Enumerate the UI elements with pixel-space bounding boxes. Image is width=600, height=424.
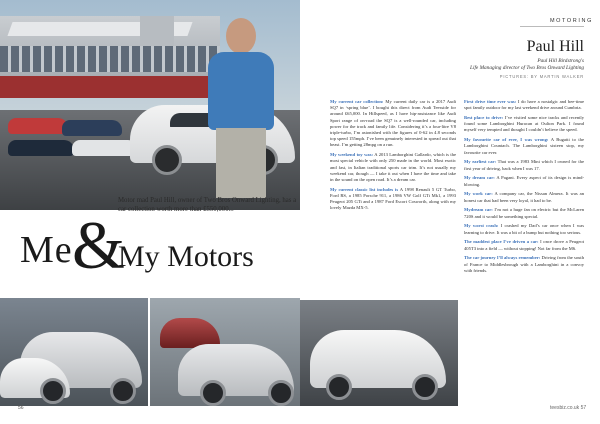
headline-me: Me — [20, 229, 73, 271]
question: The car journey I’ll always remember: — [464, 255, 541, 261]
question: Best place to drive: — [464, 115, 504, 120]
answer: Driving from the south of France to Middlesbrough with a Lamborghini in a convoy with friends. — [464, 255, 584, 273]
answer: I once drove a Peugeot 405T3 into a field — without stopping! Not far from the M6. — [464, 239, 584, 251]
profile-name: Paul Hill — [526, 38, 584, 55]
person-image — [196, 8, 286, 198]
paragraph — [330, 99, 456, 149]
stadium-image — [0, 16, 220, 96]
paragraph — [464, 99, 584, 111]
article-column-a — [330, 99, 456, 215]
page-number-right: teesbiz.co.uk 57 — [550, 405, 587, 411]
role-line-2: Life Managing director of Two Bros Onward Lighting — [470, 65, 584, 72]
paragraph — [464, 115, 584, 134]
answer: I’ve visited some nice tracks and recently found some Lamborghini Huracan at Oulton Park. I found myself very tempted and thought I couldn’t believe the speed. — [464, 115, 584, 133]
answer: A Pagani. Every aspect of its design is mind-blowing. — [464, 175, 584, 187]
question: My earliest car: — [464, 159, 497, 165]
question: My worst crash: — [464, 223, 499, 229]
answer: My current daily car is a 2017 Audi SQ7 in ‘spring blue’. I bought this direct from Audi Teesside for around £65,000. In Hillspeed, as I have hip-assistance like Audi Sport range of on-road the SQ7 is a well-rounded car, including power for the track and family life. Considering it’s a four-litre V8 triple-turbo, I’m astonished with the figures of 0-62 in 4.8 seconds top speed 155mph. I’ve been genuinely interested in spread out that beast. I’m getting 28mpg on a run. — [330, 99, 456, 148]
photo-credit: PICTURES: BY MARTIN WALKER — [499, 74, 584, 79]
paragraph — [464, 223, 584, 235]
headline-ampersand: & — [72, 207, 125, 283]
profile-role — [418, 58, 584, 72]
answer: A company car, the Nissan Almera. It was an honest car that had been very loyal, it had to be. — [464, 191, 584, 203]
question: The maddest place I’ve driven a car: — [464, 239, 539, 245]
question: Mydream car: — [464, 207, 493, 213]
car-photo — [300, 300, 458, 406]
answer: A 2013 Lamborghini Gallardo, which is the most special vehicle with only 250 made in the world. Most exotic and fast, in Italian traditional sports car trim. It’s not usually my weekend car, though — I take it out when I have the time and take in the sound on the open road. It’s a dream car. — [330, 152, 456, 183]
headline-my-motors: My Motors — [118, 240, 254, 273]
section-rule — [520, 26, 584, 27]
paragraph — [464, 255, 584, 274]
paragraph — [464, 137, 584, 156]
question: My weekend toy was: — [330, 152, 374, 158]
paragraph — [330, 152, 456, 183]
right-page — [300, 0, 600, 424]
answer: I’m not a huge fan on electric but the McLaren 720S and it would be something special. — [464, 207, 585, 219]
paragraph — [464, 191, 584, 203]
paragraph — [464, 239, 584, 251]
question: My work car: — [464, 191, 493, 197]
paragraph — [330, 187, 456, 212]
paragraph — [464, 159, 584, 171]
lamborghini-photo — [0, 298, 148, 406]
section-label: MOTORING — [550, 18, 593, 24]
page-number-left: 56 — [18, 405, 24, 411]
question: My favourite car of ever, I was wrong: — [464, 137, 549, 143]
answer: A 1998 Renault 5 GT Turbo, Ford RS, a 1985 Porsche 911, a 1986 VW Golf GTi Mk1, a 1993 Peugeot 205 GTi and a 1987 Ford Escort Cosworth, along with my lovely Mazda MX-5. — [330, 186, 456, 211]
answer: I crashed my Dad’s car once when I was learning to drive. It was a bit of a bump but nothing too serious. — [464, 223, 584, 235]
question: First drive time ever was: — [464, 99, 517, 104]
question: My dream car: — [464, 175, 495, 181]
standfirst: Motor mad Paul Hill, owner of Two Bros Onward Lighting, has a car collection worth more than £550,000... — [118, 197, 297, 213]
sports-cars-photo — [150, 298, 300, 406]
answer: I do have a nostalgic and bee-time spot family outdoor for my last weekend drive around Cumbria. — [464, 99, 584, 111]
paragraph — [464, 175, 584, 187]
role-line-1: Paul Hill Birdstrong's — [537, 58, 584, 64]
article-column-b — [464, 99, 584, 278]
paragraph — [464, 207, 584, 219]
answer: That was a 1983 Mini which I owned for the first year of driving, back when I was 17. — [464, 159, 584, 171]
question: My current car collection: — [330, 99, 384, 104]
main-photo — [0, 0, 300, 210]
answer: A Bugatti to the Lamborghini Countach. The Lamborghini sixteen stop, my favourite car ever. — [464, 137, 584, 155]
question: My current classic list includes is — [330, 186, 399, 192]
